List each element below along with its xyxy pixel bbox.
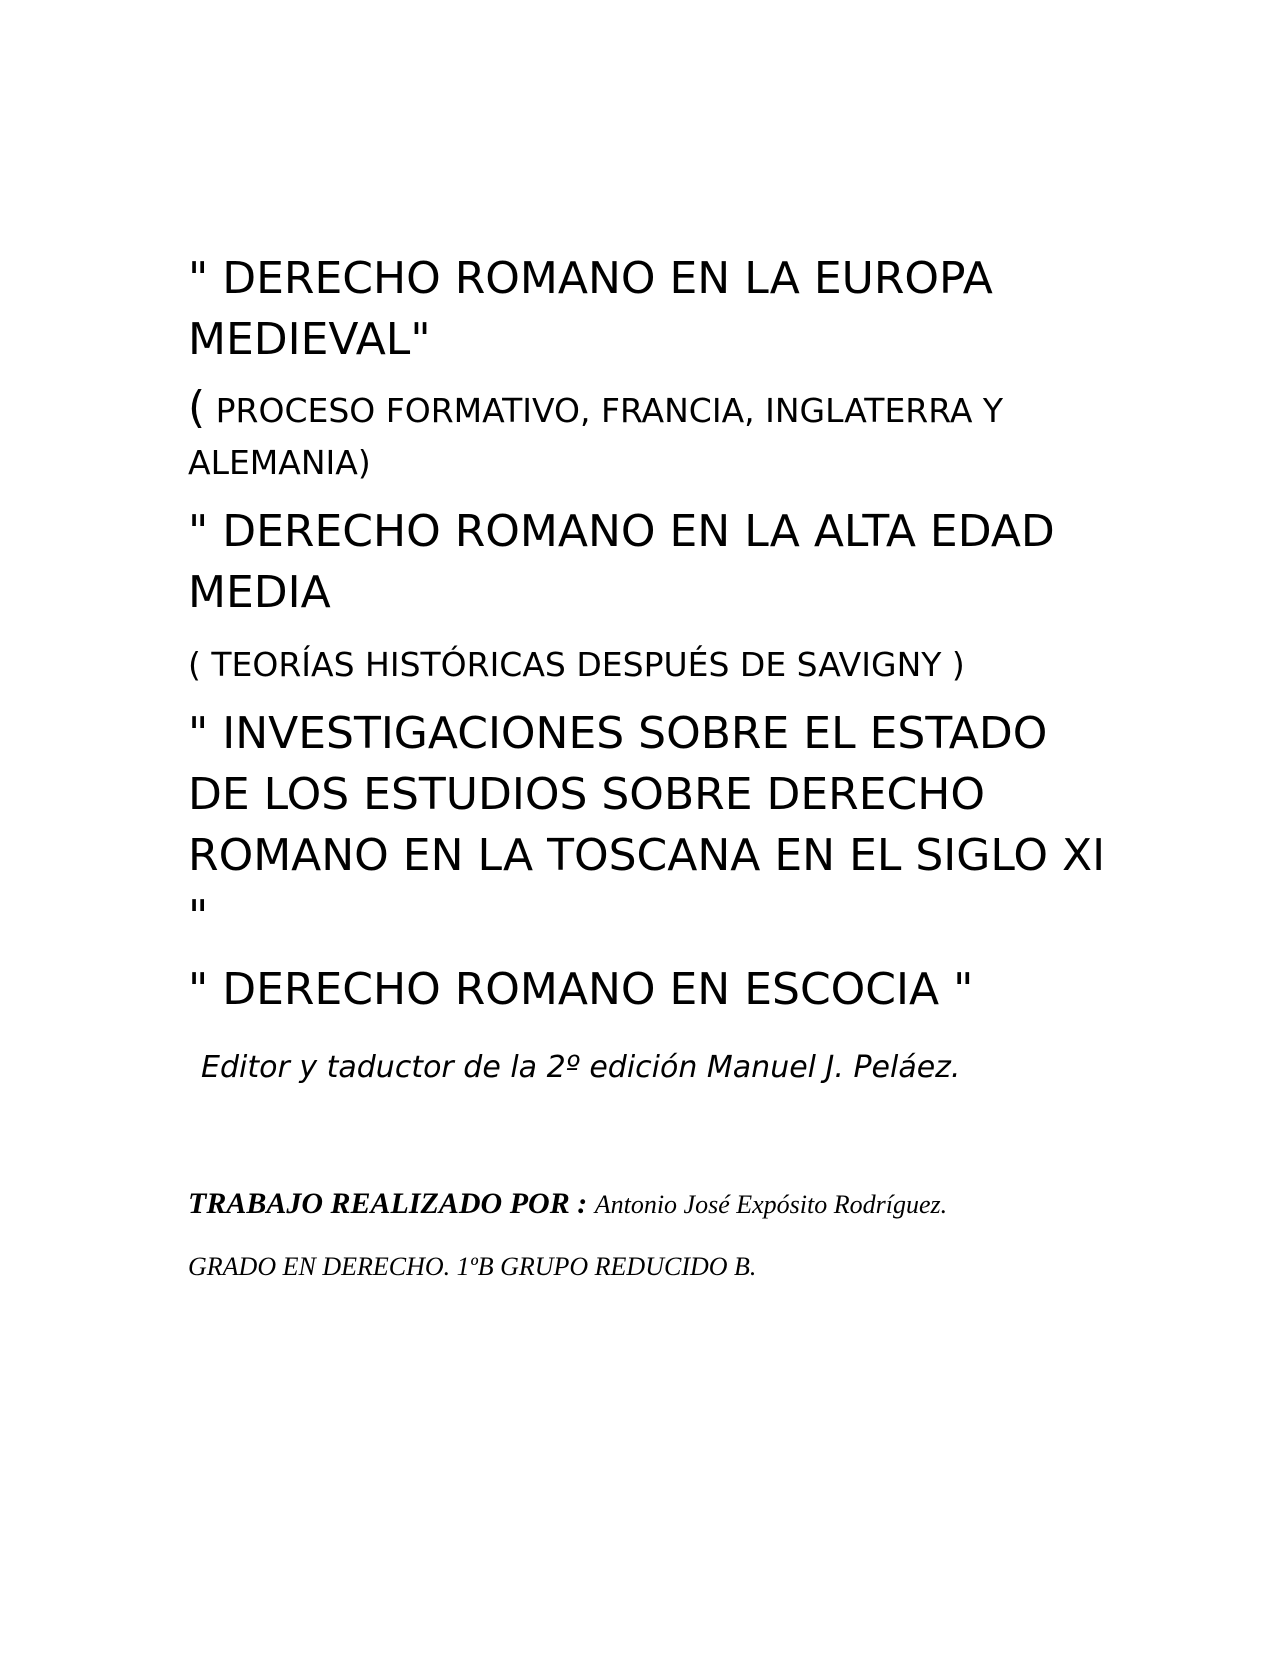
author-name: Antonio José Expósito Rodríguez. [594, 1190, 948, 1219]
author-line [188, 1182, 1108, 1227]
subheading-proceso-formativo-text: PROCESO FORMATIVO, FRANCIA, INGLATERRA Y ALEMANIA) [188, 391, 1004, 482]
subheading-teorias-historicas: ( TEORÍAS HISTÓRICAS DESPUÉS DE SAVIGNY ) [188, 645, 965, 684]
heading-alta-edad-media: " DERECHO ROMANO EN LA ALTA EDAD MEDIA [188, 506, 1055, 618]
spacer [188, 947, 1108, 959]
heading-escocia: " DERECHO ROMANO EN ESCOCIA " [188, 964, 974, 1015]
degree-line: GRADO EN DERECHO. 1ºB GRUPO REDUCIDO B. [188, 1252, 757, 1281]
heading-investigaciones-toscana: " INVESTIGACIONES SOBRE EL ESTADO DE LOS ESTUDIOS SOBRE DERECHO ROMANO EN LA TOSCANA EN EL SIGLO XI " [188, 708, 1106, 942]
author-label: TRABAJO REALIZADO POR : [188, 1187, 595, 1220]
subheading-open-paren: ( [188, 382, 206, 433]
spacer [188, 489, 1108, 501]
spacer [188, 691, 1108, 703]
heading-europa-medieval: " DERECHO ROMANO EN LA EUROPA MEDIEVAL" [188, 253, 993, 365]
document-body [188, 248, 1108, 1287]
subheading-proceso-formativo [188, 382, 1108, 489]
spacer [188, 370, 1108, 382]
spacer [188, 623, 1108, 639]
editor-line: Editor y taductor de la 2º edición Manuel J. Peláez. [201, 1050, 961, 1085]
